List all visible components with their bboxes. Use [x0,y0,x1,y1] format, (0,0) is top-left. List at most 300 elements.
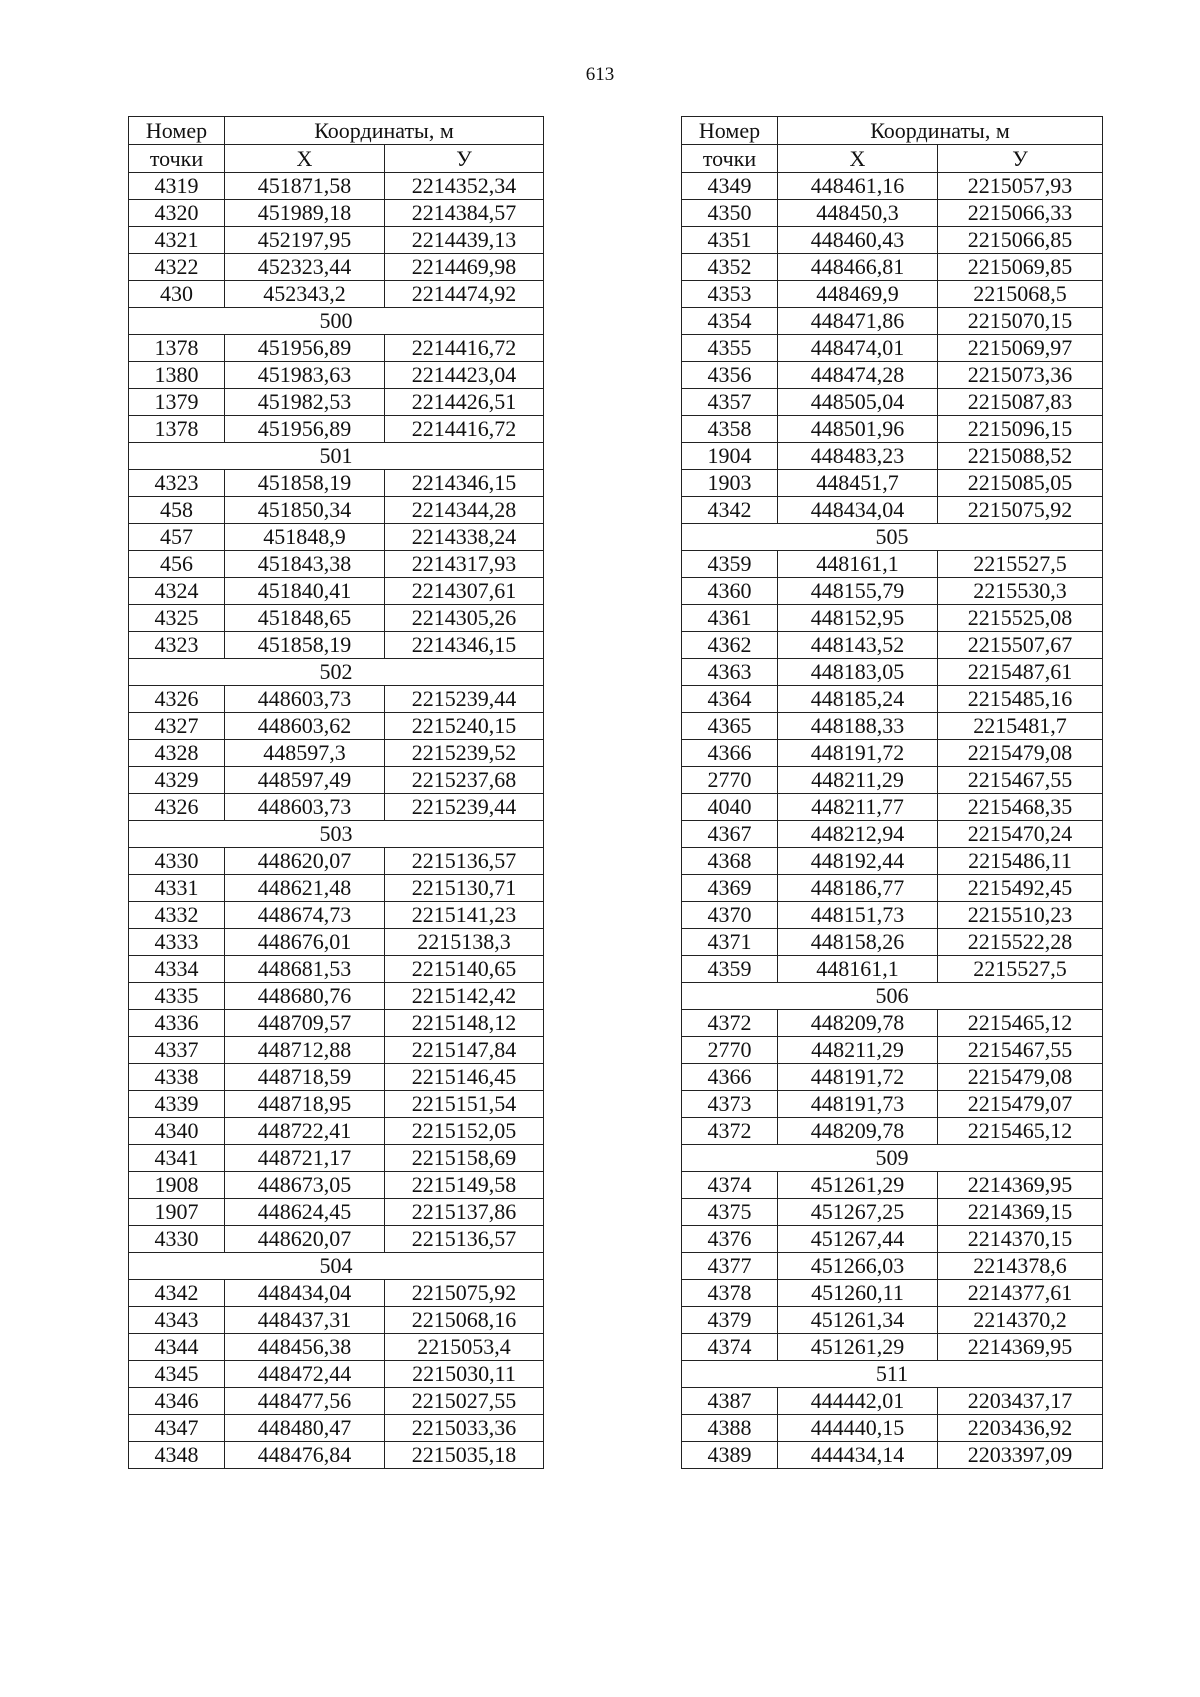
point-number-cell: 4320 [129,200,225,227]
point-number-cell: 4335 [129,983,225,1010]
y-coordinate-cell: 2215239,52 [385,740,544,767]
point-number-cell: 4330 [129,1226,225,1253]
y-coordinate-cell: 2214352,34 [385,173,544,200]
table-row [129,848,544,875]
point-number-cell: 4372 [682,1010,778,1037]
section-number: 505 [682,524,1103,551]
point-number-cell: 1379 [129,389,225,416]
x-coordinate-cell: 451266,03 [778,1253,938,1280]
x-coordinate-cell: 448437,31 [225,1307,385,1334]
y-coordinate-cell: 2215070,15 [938,308,1103,335]
y-coordinate-cell: 2203397,09 [938,1442,1103,1469]
table-row [129,1334,544,1361]
x-coordinate-cell: 448709,57 [225,1010,385,1037]
table-row [682,740,1103,767]
x-coordinate-cell: 448155,79 [778,578,938,605]
header-row-bottom [682,145,1103,173]
point-number-cell: 4321 [129,227,225,254]
table-row [129,497,544,524]
x-coordinate-cell: 448712,88 [225,1037,385,1064]
x-coordinate-cell: 448597,49 [225,767,385,794]
table-row [129,956,544,983]
x-coordinate-cell: 451850,34 [225,497,385,524]
table-row [682,416,1103,443]
point-number-cell: 4326 [129,794,225,821]
point-number-cell: 4336 [129,1010,225,1037]
table-row [682,956,1103,983]
y-coordinate-cell: 2215530,3 [938,578,1103,605]
y-coordinate-cell: 2215492,45 [938,875,1103,902]
point-number-cell: 4354 [682,308,778,335]
x-coordinate-cell: 451858,19 [225,470,385,497]
y-coordinate-cell: 2215467,55 [938,767,1103,794]
y-coordinate-cell: 2214305,26 [385,605,544,632]
coordinates-header: Координаты, м [778,117,1103,145]
x-coordinate-cell: 448624,45 [225,1199,385,1226]
x-coordinate-cell: 451261,29 [778,1172,938,1199]
table-row [129,362,544,389]
point-number-cell: 4358 [682,416,778,443]
x-coordinate-cell: 448620,07 [225,848,385,875]
table-row [129,1091,544,1118]
table-row [682,578,1103,605]
point-number-cell: 4388 [682,1415,778,1442]
coordinates-header: Координаты, м [225,117,544,145]
point-number-cell: 4322 [129,254,225,281]
x-coordinate-cell: 448192,44 [778,848,938,875]
section-number: 511 [682,1361,1103,1388]
point-number-cell: 1907 [129,1199,225,1226]
point-number-cell: 4369 [682,875,778,902]
table-row [682,929,1103,956]
y-coordinate-cell: 2214369,95 [938,1172,1103,1199]
section-row [682,1361,1103,1388]
table-row [682,1280,1103,1307]
y-coordinate-cell: 2215237,68 [385,767,544,794]
x-coordinate-cell: 448456,38 [225,1334,385,1361]
y-coordinate-cell: 2215527,5 [938,956,1103,983]
x-coordinate-cell: 448211,77 [778,794,938,821]
point-number-cell: 4370 [682,902,778,929]
table-row [129,1145,544,1172]
y-coordinate-cell: 2214370,2 [938,1307,1103,1334]
x-coordinate-cell: 448183,05 [778,659,938,686]
x-coordinate-cell: 451848,9 [225,524,385,551]
y-coordinate-cell: 2214307,61 [385,578,544,605]
table-row [682,794,1103,821]
y-coordinate-cell: 2215151,54 [385,1091,544,1118]
point-number-cell: 4332 [129,902,225,929]
x-coordinate-cell: 448460,43 [778,227,938,254]
point-number-cell: 4352 [682,254,778,281]
y-coordinate-cell: 2215140,65 [385,956,544,983]
y-coordinate-cell: 2214423,04 [385,362,544,389]
x-coordinate-cell: 448434,04 [225,1280,385,1307]
y-coordinate-cell: 2215069,97 [938,335,1103,362]
x-coordinate-cell: 448676,01 [225,929,385,956]
table-row [682,713,1103,740]
x-coordinate-cell: 448191,72 [778,1064,938,1091]
x-coordinate-cell: 451858,19 [225,632,385,659]
point-number-cell: 4347 [129,1415,225,1442]
y-coordinate-cell: 2215137,86 [385,1199,544,1226]
table-row [129,1361,544,1388]
table-row [129,929,544,956]
y-coordinate-cell: 2214378,6 [938,1253,1103,1280]
y-coordinate-cell: 2215239,44 [385,686,544,713]
section-number: 506 [682,983,1103,1010]
table-row [129,389,544,416]
table-row [682,686,1103,713]
section-number: 501 [129,443,544,470]
point-number-cell: 4360 [682,578,778,605]
y-coordinate-cell: 2214439,13 [385,227,544,254]
table-row [129,1172,544,1199]
header-row-top [129,117,544,145]
y-coordinate-cell: 2215138,3 [385,929,544,956]
y-coordinate-cell: 2214474,92 [385,281,544,308]
table-row [129,335,544,362]
point-number-cell: 4326 [129,686,225,713]
table-row [129,902,544,929]
y-coordinate-cell: 2215467,55 [938,1037,1103,1064]
x-coordinate-cell: 448185,24 [778,686,938,713]
y-coordinate-cell: 2203436,92 [938,1415,1103,1442]
section-row [129,308,544,335]
table-row [682,1118,1103,1145]
table-row [682,767,1103,794]
section-number: 502 [129,659,544,686]
point-number-cell: 4374 [682,1334,778,1361]
x-coordinate-cell: 448480,47 [225,1415,385,1442]
x-coordinate-cell: 448476,84 [225,1442,385,1469]
y-coordinate-cell: 2215158,69 [385,1145,544,1172]
table-row [682,1442,1103,1469]
x-coordinate-cell: 448209,78 [778,1118,938,1145]
table-row [129,1037,544,1064]
x-coordinate-cell: 448718,59 [225,1064,385,1091]
table-row [129,1388,544,1415]
y-coordinate-cell: 2215087,83 [938,389,1103,416]
table-row [682,281,1103,308]
table-row [682,1010,1103,1037]
x-coordinate-cell: 451989,18 [225,200,385,227]
x-coordinate-cell: 452323,44 [225,254,385,281]
y-coordinate-cell: 2215130,71 [385,875,544,902]
table-row [682,659,1103,686]
table-row [682,1226,1103,1253]
section-number: 503 [129,821,544,848]
x-coordinate-cell: 448505,04 [778,389,938,416]
point-number-header-top: Номер [129,117,225,145]
point-number-cell: 4363 [682,659,778,686]
y-coordinate-cell: 2215142,42 [385,983,544,1010]
y-coordinate-cell: 2215075,92 [385,1280,544,1307]
x-coordinate-cell: 448471,86 [778,308,938,335]
table-row [129,983,544,1010]
table-row [682,1253,1103,1280]
section-number: 509 [682,1145,1103,1172]
y-coordinate-cell: 2215525,08 [938,605,1103,632]
table-row [129,632,544,659]
point-number-cell: 4340 [129,1118,225,1145]
point-number-cell: 4331 [129,875,225,902]
table-row [682,551,1103,578]
point-number-cell: 4342 [129,1280,225,1307]
x-coordinate-cell: 448597,3 [225,740,385,767]
point-number-cell: 4350 [682,200,778,227]
x-coordinate-cell: 451871,58 [225,173,385,200]
x-coordinate-cell: 451843,38 [225,551,385,578]
point-number-cell: 4378 [682,1280,778,1307]
point-number-cell: 4364 [682,686,778,713]
section-row [129,1253,544,1280]
y-coordinate-cell: 2215085,05 [938,470,1103,497]
x-coordinate-cell: 451956,89 [225,335,385,362]
x-coordinate-cell: 448718,95 [225,1091,385,1118]
table-row [129,254,544,281]
point-number-cell: 4319 [129,173,225,200]
x-coordinate-cell: 448673,05 [225,1172,385,1199]
point-number-cell: 4348 [129,1442,225,1469]
table-row [129,173,544,200]
x-coordinate-cell: 448474,01 [778,335,938,362]
table-row [129,416,544,443]
point-number-cell: 4366 [682,1064,778,1091]
point-number-header-bottom: точки [682,145,778,173]
point-number-cell: 4359 [682,551,778,578]
y-coordinate-cell: 2214369,95 [938,1334,1103,1361]
table-row [129,200,544,227]
point-number-cell: 4346 [129,1388,225,1415]
y-coordinate-cell: 2215033,36 [385,1415,544,1442]
y-coordinate-cell: 2215030,11 [385,1361,544,1388]
table-row [682,632,1103,659]
x-coordinate-cell: 448721,17 [225,1145,385,1172]
point-number-cell: 4357 [682,389,778,416]
table-row [129,551,544,578]
y-coordinate-cell: 2215485,16 [938,686,1103,713]
table-row [129,1307,544,1334]
table-row [682,200,1103,227]
y-coordinate-cell: 2215465,12 [938,1118,1103,1145]
x-coordinate-cell: 448603,62 [225,713,385,740]
y-coordinate-cell: 2215075,92 [938,497,1103,524]
section-row [129,659,544,686]
point-number-cell: 4355 [682,335,778,362]
y-coordinate-cell: 2215486,11 [938,848,1103,875]
x-coordinate-cell: 448466,81 [778,254,938,281]
header-row-bottom [129,145,544,173]
x-coordinate-cell: 448161,1 [778,551,938,578]
table-row [682,1091,1103,1118]
x-coordinate-cell: 448722,41 [225,1118,385,1145]
table-row [682,1172,1103,1199]
table-row [682,821,1103,848]
point-number-cell: 4324 [129,578,225,605]
x-coordinate-cell: 448680,76 [225,983,385,1010]
y-coordinate-cell: 2214416,72 [385,335,544,362]
y-coordinate-cell: 2215066,85 [938,227,1103,254]
point-number-cell: 1908 [129,1172,225,1199]
y-coordinate-cell: 2214346,15 [385,632,544,659]
point-number-cell: 4325 [129,605,225,632]
x-coordinate-cell: 448143,52 [778,632,938,659]
y-coordinate-cell: 2215507,67 [938,632,1103,659]
table-row [129,1064,544,1091]
y-coordinate-cell: 2215479,07 [938,1091,1103,1118]
section-row [682,524,1103,551]
y-coordinate-cell: 2215096,15 [938,416,1103,443]
x-coordinate-cell: 448477,56 [225,1388,385,1415]
y-coordinate-cell: 2215240,15 [385,713,544,740]
point-number-cell: 4338 [129,1064,225,1091]
table-row [682,1064,1103,1091]
point-number-header-top: Номер [682,117,778,145]
page-number: 613 [585,64,615,85]
point-number-cell: 457 [129,524,225,551]
table-row [129,713,544,740]
x-coordinate-cell: 448151,73 [778,902,938,929]
table-row [682,1199,1103,1226]
y-coordinate-cell: 2215481,7 [938,713,1103,740]
point-number-cell: 2770 [682,767,778,794]
y-coordinate-cell: 2215068,5 [938,281,1103,308]
section-number: 504 [129,1253,544,1280]
point-number-cell: 4328 [129,740,225,767]
x-coordinate-cell: 448474,28 [778,362,938,389]
point-number-cell: 4339 [129,1091,225,1118]
table-row [129,767,544,794]
point-number-cell: 4341 [129,1145,225,1172]
table-row [129,524,544,551]
point-number-cell: 4334 [129,956,225,983]
table-row [129,281,544,308]
x-coordinate-cell: 448620,07 [225,1226,385,1253]
x-coordinate-cell: 448472,44 [225,1361,385,1388]
table-row [129,686,544,713]
x-coordinate-cell: 451982,53 [225,389,385,416]
y-column-header: У [938,145,1103,173]
y-coordinate-cell: 2215035,18 [385,1442,544,1469]
x-coordinate-cell: 448161,1 [778,956,938,983]
y-coordinate-cell: 2215141,23 [385,902,544,929]
x-coordinate-cell: 448212,94 [778,821,938,848]
point-number-cell: 4356 [682,362,778,389]
table-row [682,902,1103,929]
y-coordinate-cell: 2215146,45 [385,1064,544,1091]
x-coordinate-cell: 451261,29 [778,1334,938,1361]
point-number-cell: 4373 [682,1091,778,1118]
x-coordinate-cell: 444442,01 [778,1388,938,1415]
x-coordinate-cell: 448186,77 [778,875,938,902]
x-coordinate-cell: 448211,29 [778,767,938,794]
y-coordinate-cell: 2214370,15 [938,1226,1103,1253]
x-coordinate-cell: 448621,48 [225,875,385,902]
point-number-cell: 4372 [682,1118,778,1145]
point-number-cell: 4333 [129,929,225,956]
x-coordinate-cell: 448681,53 [225,956,385,983]
x-coordinate-cell: 451840,41 [225,578,385,605]
x-coordinate-cell: 451261,34 [778,1307,938,1334]
table-row [682,1388,1103,1415]
table-row [682,308,1103,335]
table-row [129,875,544,902]
point-number-cell: 430 [129,281,225,308]
y-coordinate-cell: 2215239,44 [385,794,544,821]
table-row [682,335,1103,362]
point-number-cell: 4343 [129,1307,225,1334]
x-coordinate-cell: 451983,63 [225,362,385,389]
y-coordinate-cell: 2214338,24 [385,524,544,551]
point-number-cell: 4371 [682,929,778,956]
table-row [129,794,544,821]
y-coordinate-cell: 2214377,61 [938,1280,1103,1307]
x-coordinate-cell: 448603,73 [225,686,385,713]
point-number-cell: 4387 [682,1388,778,1415]
table-row [129,1118,544,1145]
point-number-cell: 4376 [682,1226,778,1253]
x-coordinate-cell: 451956,89 [225,416,385,443]
x-coordinate-cell: 448191,72 [778,740,938,767]
point-number-cell: 1903 [682,470,778,497]
x-coordinate-cell: 444440,15 [778,1415,938,1442]
y-coordinate-cell: 2215149,58 [385,1172,544,1199]
y-coordinate-cell: 2215522,28 [938,929,1103,956]
point-number-cell: 4342 [682,497,778,524]
y-coordinate-cell: 2214369,15 [938,1199,1103,1226]
point-number-cell: 4330 [129,848,225,875]
y-coordinate-cell: 2215148,12 [385,1010,544,1037]
point-number-cell: 4374 [682,1172,778,1199]
coordinates-table-left [128,116,544,1469]
x-coordinate-cell: 452343,2 [225,281,385,308]
y-coordinate-cell: 2215066,33 [938,200,1103,227]
table-row [129,578,544,605]
y-coordinate-cell: 2215487,61 [938,659,1103,686]
y-coordinate-cell: 2214317,93 [385,551,544,578]
y-coordinate-cell: 2215510,23 [938,902,1103,929]
y-coordinate-cell: 2203437,17 [938,1388,1103,1415]
x-coordinate-cell: 448451,7 [778,470,938,497]
x-coordinate-cell: 448461,16 [778,173,938,200]
point-number-cell: 1904 [682,443,778,470]
table-row [682,443,1103,470]
table-row [682,497,1103,524]
y-coordinate-cell: 2214416,72 [385,416,544,443]
y-coordinate-cell: 2214469,98 [385,254,544,281]
y-coordinate-cell: 2214346,15 [385,470,544,497]
x-coordinate-cell: 448211,29 [778,1037,938,1064]
point-number-cell: 4327 [129,713,225,740]
table-row [129,1010,544,1037]
y-coordinate-cell: 2214384,57 [385,200,544,227]
x-coordinate-cell: 448209,78 [778,1010,938,1037]
y-coordinate-cell: 2214426,51 [385,389,544,416]
table-row [682,1307,1103,1334]
y-coordinate-cell: 2215479,08 [938,740,1103,767]
point-number-cell: 4362 [682,632,778,659]
header-row-top [682,117,1103,145]
x-coordinate-cell: 448483,23 [778,443,938,470]
y-coordinate-cell: 2215152,05 [385,1118,544,1145]
table-row [129,227,544,254]
x-coordinate-cell: 448188,33 [778,713,938,740]
x-coordinate-cell: 448450,3 [778,200,938,227]
section-row [129,443,544,470]
y-coordinate-cell: 2215069,85 [938,254,1103,281]
point-number-cell: 4345 [129,1361,225,1388]
